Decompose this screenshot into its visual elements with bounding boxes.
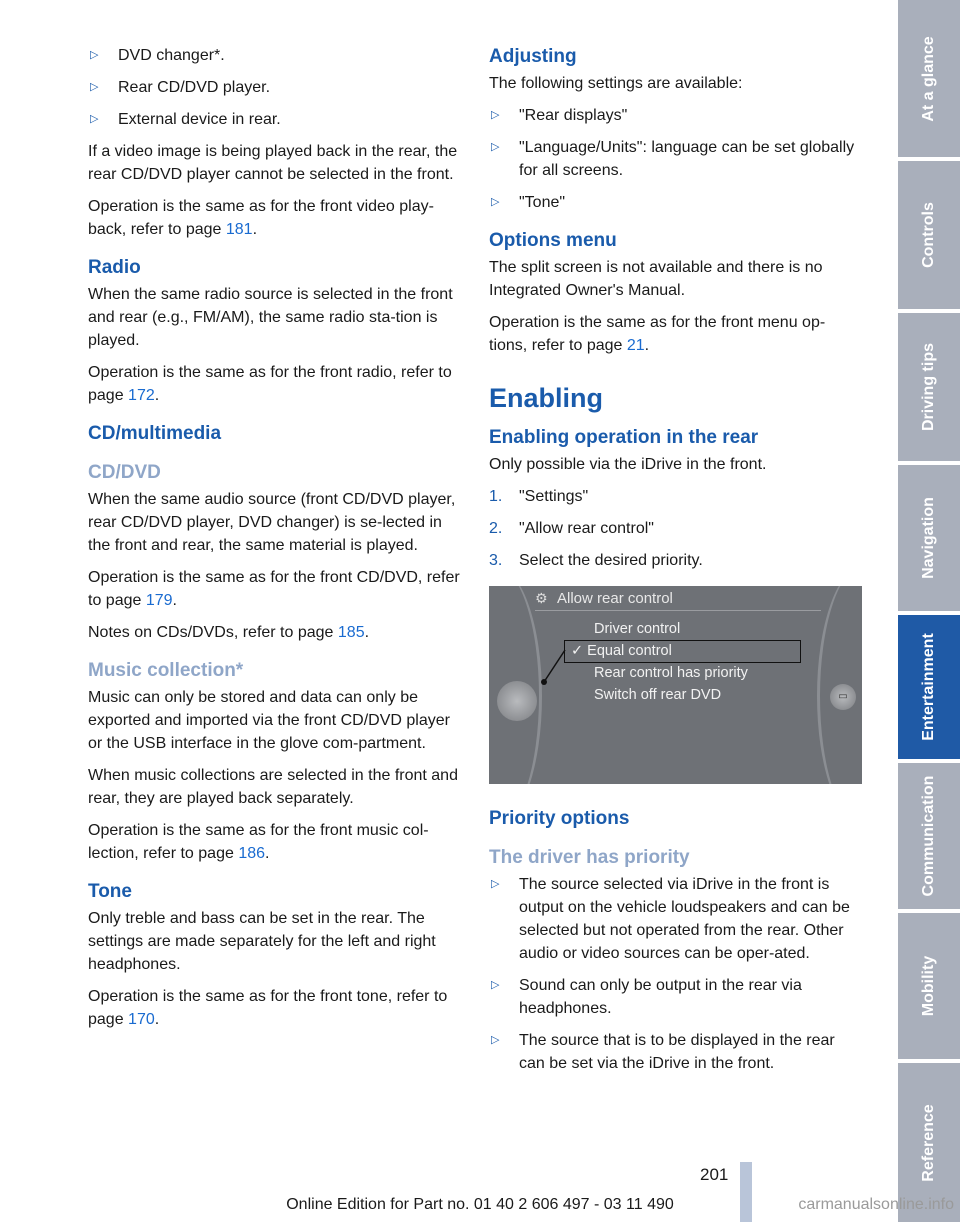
subsection-heading-music-collection: Music collection* [88,660,244,681]
section-heading-enabling-rear: Enabling operation in the rear [489,427,759,448]
bullet-triangle-icon: ▷ [491,141,500,153]
list-item: ▷ External device in rear. [88,108,462,131]
source-list [88,44,462,131]
tab-navigation[interactable]: Navigation [898,465,960,611]
list-item: ▷ "Language/Units": language can be set globally for all screens. [489,136,863,182]
page-link[interactable]: 185 [337,624,365,641]
paragraph: When the same audio source (front CD/DVD player, rear CD/DVD player, DVD changer) is se-lected in the front and rear, the same material is played. [88,491,456,554]
paragraph: Only possible via the iDrive in the front. [489,456,767,473]
steps-list [489,485,863,572]
chapter-heading-enabling: Enabling [489,383,603,413]
tab-controls[interactable]: Controls [898,161,960,309]
footer-text: Online Edition for Part no. 01 40 2 606 497 - 03 11 490 [286,1196,674,1213]
section-heading-cd-multimedia: CD/multimedia [88,423,222,444]
page-link[interactable]: 21 [626,337,645,354]
paragraph: The split screen is not available and there is no Integrated Owner's Manual. [489,259,823,299]
tab-reference[interactable]: Reference [898,1063,960,1222]
bullet-triangle-icon: ▷ [491,979,500,991]
step-item: 2. "Allow rear control" [489,520,654,537]
bullet-triangle-icon: ▷ [491,878,500,890]
controller-knob-right: ▭ [830,684,856,710]
watermark: carmanualsonline.info [798,1196,954,1213]
gear-icon: ⚙ [535,590,548,606]
page-number: 201 [700,1165,729,1184]
menu-option-rear-priority: Rear control has priority [594,665,748,681]
menu-option-equal-control: ✓ Equal control [571,643,672,659]
right-column [489,44,863,1084]
paragraph: Only treble and bass can be set in the rear. The settings are made separately for the left and right headphones. [88,910,436,973]
tab-at-a-glance[interactable]: At a glance [898,0,960,157]
tab-mobility[interactable]: Mobility [898,913,960,1059]
page-link[interactable]: 181 [225,221,253,238]
tab-communication[interactable]: Communication [898,763,960,909]
section-heading-priority-options: Priority options [489,808,630,829]
menu-option-driver-control: Driver control [594,621,681,637]
list-item: ▷ DVD changer*. [88,44,462,67]
tab-entertainment[interactable]: Entertainment [898,615,960,759]
page-link[interactable]: 172 [128,387,155,404]
subsection-heading-cd-dvd: CD/DVD [88,462,161,483]
paragraph: Notes on CDs/DVDs, refer to page 185. [88,624,370,641]
callout-line [489,586,862,784]
bullet-triangle-icon: ▷ [90,81,99,93]
chapter-tab-strip [898,0,960,1222]
bullet-triangle-icon: ▷ [491,109,500,121]
list-item: ▷ Rear CD/DVD player. [88,76,462,99]
paragraph: Operation is the same as for the front CD/DVD, refer to page 179. [88,569,460,609]
page-link[interactable]: 179 [145,592,173,609]
paragraph: When music collections are selected in the front and rear, they are played back separately. [88,767,458,807]
controller-knob-left [497,681,537,721]
step-item: 3. Select the desired priority. [489,552,703,569]
section-heading-adjusting: Adjusting [489,46,577,67]
section-heading-radio: Radio [88,257,141,278]
paragraph: Operation is the same as for the front tone, refer to page 170. [88,988,448,1028]
priority-list [489,873,863,1075]
paragraph: Operation is the same as for the front menu op-tions, refer to page 21. [489,314,826,354]
paragraph: Operation is the same as for the front radio, refer to page 172. [88,364,452,404]
list-item: ▷ The source selected via iDrive in the front is output on the vehicle loudspeakers and can be selected but not operated from the rear. Other audio or video sources can be oper-ated. [489,873,863,965]
paragraph: Operation is the same as for the front music col-lection, refer to page 186. [88,822,429,862]
paragraph: Operation is the same as for the front video play-back, refer to page 181. [88,198,434,238]
settings-list [489,104,863,214]
list-item: ▷ The source that is to be displayed in the rear can be set via the iDrive in the front. [489,1029,863,1075]
list-item: ▷ "Tone" [489,191,863,214]
bullet-triangle-icon: ▷ [90,49,99,61]
paragraph: Music can only be stored and data can only be exported and imported via the front CD/DVD player or the USB interface in the glove com-partment. [88,689,450,752]
subsection-heading-driver-priority: The driver has priority [489,847,690,868]
bullet-triangle-icon: ▷ [491,196,500,208]
page-link[interactable]: 186 [238,845,266,862]
step-item: 1. "Settings" [489,488,589,505]
paragraph: If a video image is being played back in the rear, the rear CD/DVD player cannot be selected in the front. [88,143,458,183]
menu-option-switch-off-dvd: Switch off rear DVD [594,687,722,703]
left-column [88,44,462,1040]
bullet-triangle-icon: ▷ [90,113,99,125]
page-link[interactable]: 170 [128,1011,155,1028]
paragraph: When the same radio source is selected in the front and rear (e.g., FM/AM), the same radio sta-tion is played. [88,286,453,349]
screen-title: Allow rear control [557,590,673,607]
section-heading-options-menu: Options menu [489,230,617,251]
tab-driving-tips[interactable]: Driving tips [898,313,960,461]
list-item: ▷ "Rear displays" [489,104,863,127]
idrive-screen-figure [489,586,862,784]
list-item: ▷ Sound can only be output in the rear via headphones. [489,974,863,1020]
bullet-triangle-icon: ▷ [491,1034,500,1046]
paragraph: The following settings are available: [489,75,743,92]
section-heading-tone: Tone [88,881,132,902]
